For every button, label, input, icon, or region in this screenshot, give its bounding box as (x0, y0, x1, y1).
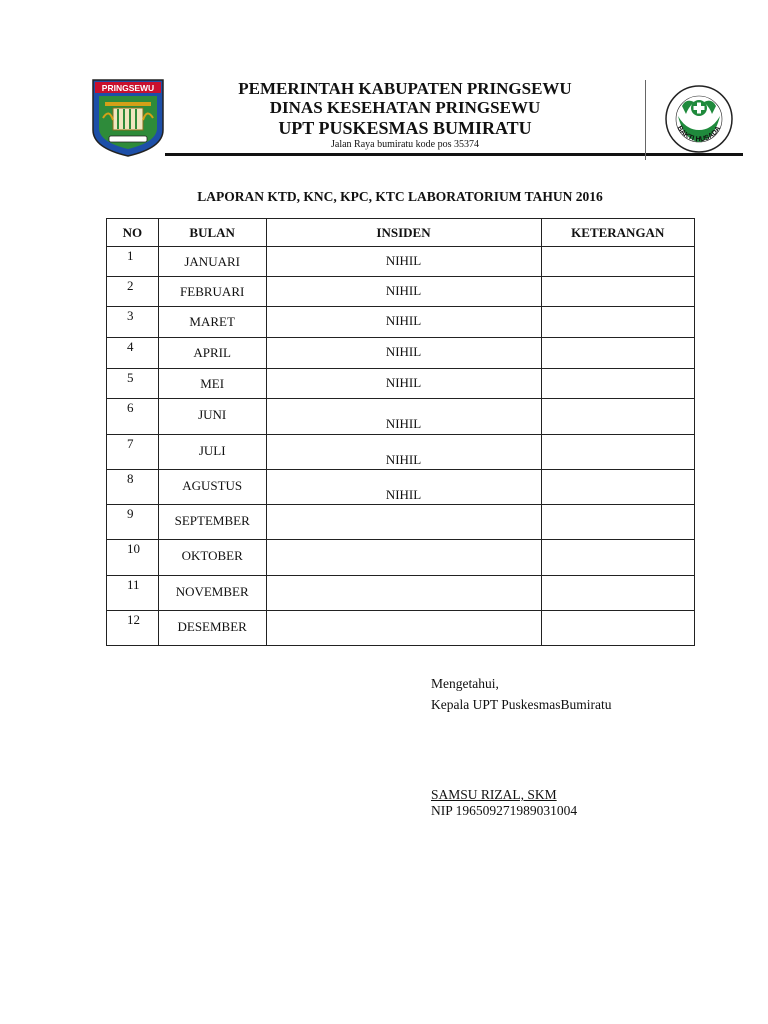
table-row (107, 369, 695, 399)
row-remarks (541, 435, 694, 470)
row-remarks (541, 611, 694, 646)
row-number: 1 (127, 248, 134, 263)
header-address: Jalan Raya bumiratu kode pos 35374 (330, 139, 480, 150)
row-remarks (541, 338, 694, 369)
row-month: JULI (158, 435, 266, 470)
svg-text:PRINGSEWU: PRINGSEWU (101, 83, 155, 93)
table-row (107, 611, 695, 646)
header-unit-line: UPT PUSKESMAS BUMIRATU (278, 118, 532, 138)
incident-report-table (106, 218, 695, 646)
row-number: 9 (127, 506, 134, 521)
row-incident: NIHIL (266, 399, 541, 435)
row-no-cell (107, 307, 159, 338)
row-month: OKTOBER (158, 540, 266, 576)
row-number: 7 (127, 436, 134, 451)
table-row (107, 435, 695, 470)
row-incident: NIHIL (266, 435, 541, 470)
bakti-husada-logo (664, 84, 734, 154)
row-month: MEI (158, 369, 266, 399)
row-no-cell (107, 247, 159, 277)
row-no-cell (107, 435, 159, 470)
row-month: DESEMBER (158, 611, 266, 646)
row-remarks (541, 505, 694, 540)
row-month: SEPTEMBER (158, 505, 266, 540)
row-month: AGUSTUS (158, 470, 266, 505)
column-header-no: NO (107, 219, 159, 247)
row-no-cell (107, 399, 159, 435)
row-remarks (541, 576, 694, 611)
column-header-keterangan: KETERANGAN (541, 219, 694, 247)
column-header-bulan: BULAN (158, 219, 266, 247)
pringsewu-emblem-logo (91, 78, 165, 158)
row-number: 12 (127, 612, 140, 627)
row-no-cell (107, 470, 159, 505)
row-number: 3 (127, 308, 134, 323)
table-header-row (107, 219, 695, 247)
row-incident (266, 540, 541, 576)
signature-nip: NIP 196509271989031004 (431, 803, 578, 818)
header-government-line: PEMERINTAH KABUPATEN PRINGSEWU (238, 79, 572, 98)
row-number: 10 (127, 541, 140, 556)
table-row (107, 338, 695, 369)
row-remarks (541, 399, 694, 435)
row-incident (266, 576, 541, 611)
header-department-line: DINAS KESEHATAN PRINGSEWU (269, 98, 541, 117)
table-row (107, 470, 695, 505)
signature-name: SAMSU RIZAL, SKM (431, 787, 557, 802)
row-no-cell (107, 277, 159, 307)
header-vertical-divider (645, 80, 646, 160)
row-number: 2 (127, 278, 134, 293)
row-month: JANUARI (158, 247, 266, 277)
row-number: 4 (127, 339, 134, 354)
row-incident: NIHIL (266, 470, 541, 505)
table-row (107, 399, 695, 435)
row-no-cell (107, 576, 159, 611)
row-no-cell (107, 338, 159, 369)
row-incident: NIHIL (266, 277, 541, 307)
row-remarks (541, 369, 694, 399)
row-remarks (541, 307, 694, 338)
row-remarks (541, 470, 694, 505)
row-month: NOVEMBER (158, 576, 266, 611)
row-month: APRIL (158, 338, 266, 369)
row-month: MARET (158, 307, 266, 338)
row-number: 11 (127, 577, 140, 592)
row-no-cell (107, 611, 159, 646)
table-row (107, 540, 695, 576)
table-row (107, 505, 695, 540)
bakti-husada-logo-text: BAKTI HUSADA (675, 124, 723, 144)
row-month: FEBRUARI (158, 277, 266, 307)
table-row (107, 277, 695, 307)
signature-acknowledged: Mengetahui, (431, 676, 499, 691)
signature-position: Kepala UPT PuskesmasBumiratu (431, 697, 612, 712)
row-incident (266, 611, 541, 646)
column-header-insiden: INSIDEN (266, 219, 541, 247)
row-no-cell (107, 540, 159, 576)
row-number: 6 (127, 400, 134, 415)
row-remarks (541, 247, 694, 277)
row-remarks (541, 277, 694, 307)
row-incident: NIHIL (266, 247, 541, 277)
row-number: 8 (127, 471, 134, 486)
table-row (107, 576, 695, 611)
row-incident: NIHIL (266, 338, 541, 369)
row-incident (266, 505, 541, 540)
report-title: LAPORAN KTD, KNC, KPC, KTC LABORATORIUM TAHUN 2016 (197, 189, 603, 204)
row-remarks (541, 540, 694, 576)
row-month: JUNI (158, 399, 266, 435)
table-row (107, 247, 695, 277)
header-divider (165, 153, 743, 156)
row-number: 5 (127, 370, 134, 385)
row-no-cell (107, 505, 159, 540)
row-incident: NIHIL (266, 369, 541, 399)
table-row (107, 307, 695, 338)
row-incident: NIHIL (266, 307, 541, 338)
row-no-cell (107, 369, 159, 399)
